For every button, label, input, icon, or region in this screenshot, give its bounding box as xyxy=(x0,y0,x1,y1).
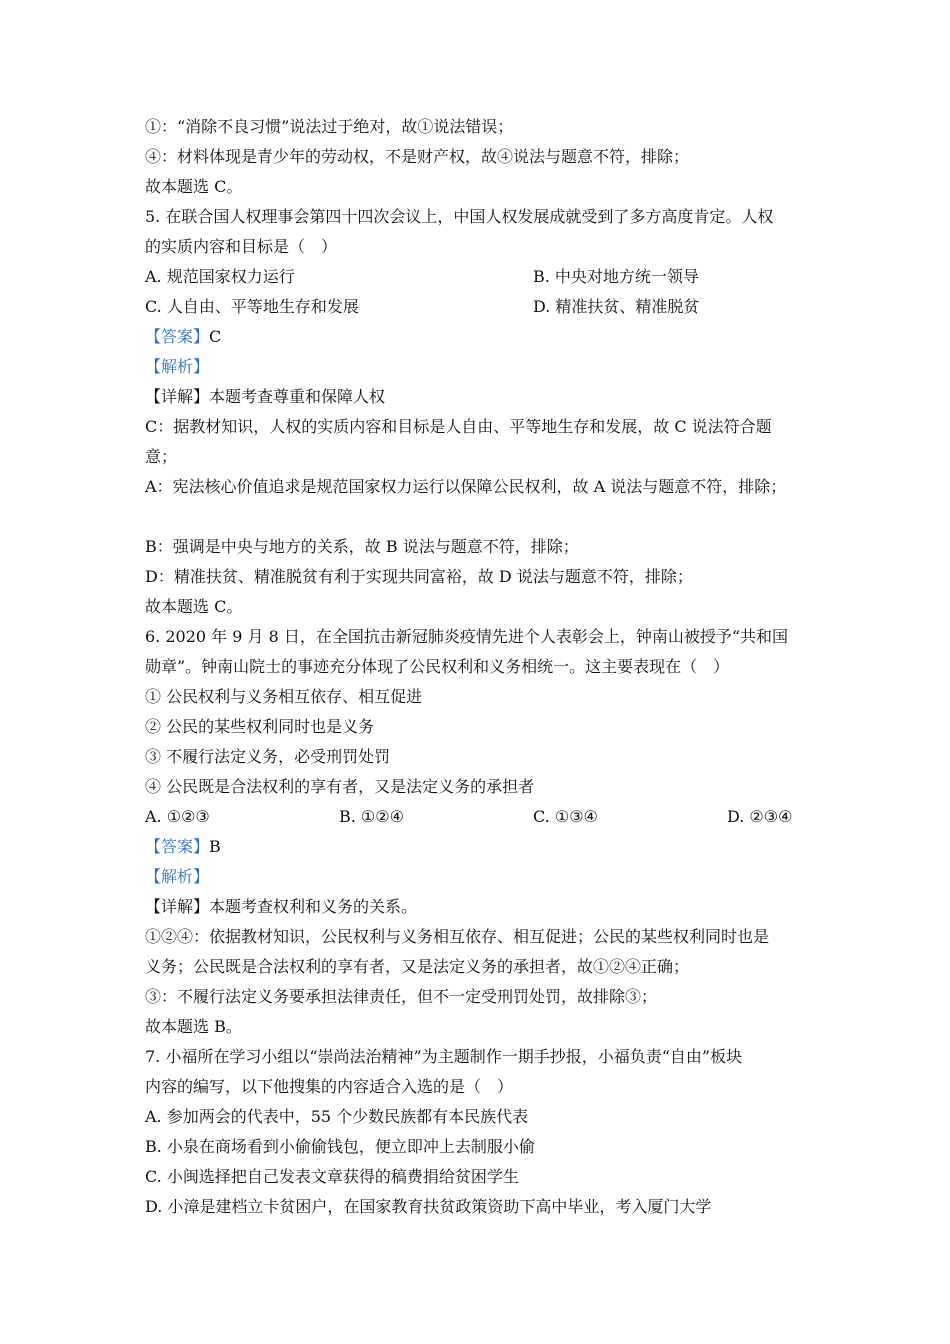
q5-explanation-c1: C：据教材知识，人权的实质内容和目标是人自由、平等地生存和发展，故 C 说法符合题 xyxy=(145,417,772,436)
q4-final-answer: 故本题选 C。 xyxy=(145,177,243,196)
q7-stem-line1: 7. 小福所在学习小组以“崇尚法治精神”为主题制作一期手抄报，小福负责“自由”板块 xyxy=(145,1047,743,1066)
q5-answer-tag: 【答案】 xyxy=(145,327,210,346)
q7-option-c: C. 小闽选择把自己发表文章获得的稿费捐给贫困学生 xyxy=(145,1167,519,1186)
q6-statement-2: ② 公民的某些权利同时也是义务 xyxy=(145,717,375,736)
q5-answer xyxy=(145,322,805,352)
q7-option-b: B. 小泉在商场看到小偷偷钱包，便立即冲上去制服小偷 xyxy=(145,1137,535,1156)
q5-explanation-a: A：宪法核心价值追求是规范国家权力运行以保障公民权利，故 A 说法与题意不符，排除； xyxy=(145,477,787,496)
q6-option-a: A. ①②③ xyxy=(145,807,210,826)
q6-final-answer: 故本题选 B。 xyxy=(145,1017,242,1036)
q6-stem-line2: 勋章”。钟南山院士的事迹充分体现了公民权利和义务相统一。这主要表现在（ ） xyxy=(145,657,730,676)
q5-option-a: A. 规范国家权力运行 xyxy=(145,267,295,286)
q4-explanation-1: ①：“消除不良习惯”说法过于绝对，故①说法错误； xyxy=(145,117,514,136)
q5-explanation-c2: 意； xyxy=(145,447,178,466)
q6-detail: 【详解】本题考查权利和义务的关系。 xyxy=(145,897,418,916)
q6-explanation-2: 义务；公民既是合法权利的享有者，又是法定义务的承担者，故①②④正确； xyxy=(145,957,690,976)
q6-answer xyxy=(145,832,805,862)
q5-explanation-d: D：精准扶贫、精准脱贫有利于实现共同富裕，故 D 说法与题意不符，排除； xyxy=(145,567,693,586)
q6-statement-4: ④ 公民既是合法权利的享有者，又是法定义务的承担者 xyxy=(145,777,535,796)
q5-detail: 【详解】本题考查尊重和保障人权 xyxy=(145,387,386,406)
q5-final-answer: 故本题选 C。 xyxy=(145,597,243,616)
q6-option-c: C. ①③④ xyxy=(533,807,598,826)
q5-option-b: B. 中央对地方统一领导 xyxy=(533,267,699,286)
q5-stem-line1: 5. 在联合国人权理事会第四十四次会议上，中国人权发展成就受到了多方高度肯定。人权 xyxy=(145,207,774,226)
q7-stem-line2: 内容的编写，以下他搜集的内容适合入选的是（ ） xyxy=(145,1077,514,1096)
q7-option-a: A. 参加两会的代表中，55 个少数民族都有本民族代表 xyxy=(145,1107,529,1126)
q5-analysis-tag: 【解析】 xyxy=(145,357,210,376)
q4-explanation-4: ④：材料体现是青少年的劳动权，不是财产权，故④说法与题意不符，排除； xyxy=(145,147,690,166)
q5-analysis xyxy=(145,352,805,382)
q7-option-d: D. 小漳是建档立卡贫困户，在国家教育扶贫政策资助下高中毕业，考入厦门大学 xyxy=(145,1197,712,1216)
q5-blank-line xyxy=(145,502,805,532)
q5-stem-line2: 的实质内容和目标是（ ） xyxy=(145,237,338,256)
q5-options-row1 xyxy=(145,262,805,292)
q6-answer-value: B xyxy=(209,837,221,856)
q5-explanation-b: B：强调是中央与地方的关系，故 B 说法与题意不符，排除； xyxy=(145,537,579,556)
q6-analysis-tag: 【解析】 xyxy=(145,867,210,886)
q6-statement-1: ① 公民权利与义务相互依存、相互促进 xyxy=(145,687,423,706)
q5-options-row2 xyxy=(145,292,805,322)
q6-stem-line1: 6. 2020 年 9 月 8 日，在全国抗击新冠肺炎疫情先进个人表彰会上，钟南山被授予“共和国 xyxy=(145,627,789,646)
q6-explanation-1: ①②④：依据教材知识，公民权利与义务相互依存、相互促进；公民的某些权利同时也是 xyxy=(145,927,770,946)
q6-analysis xyxy=(145,862,805,892)
q6-option-d: D. ②③④ xyxy=(727,807,793,826)
q6-answer-tag: 【答案】 xyxy=(145,837,210,856)
document-page xyxy=(145,112,805,1222)
q5-option-c: C. 人自由、平等地生存和发展 xyxy=(145,297,359,316)
q5-answer-value: C xyxy=(209,327,222,346)
q6-statement-3: ③ 不履行法定义务，必受刑罚处罚 xyxy=(145,747,391,766)
q6-explanation-3: ③：不履行法定义务要承担法律责任，但不一定受刑罚处罚，故排除③； xyxy=(145,987,658,1006)
q5-option-d: D. 精准扶贫、精准脱贫 xyxy=(533,297,700,316)
q6-option-b: B. ①②④ xyxy=(339,807,404,826)
q6-options-row xyxy=(145,802,805,832)
